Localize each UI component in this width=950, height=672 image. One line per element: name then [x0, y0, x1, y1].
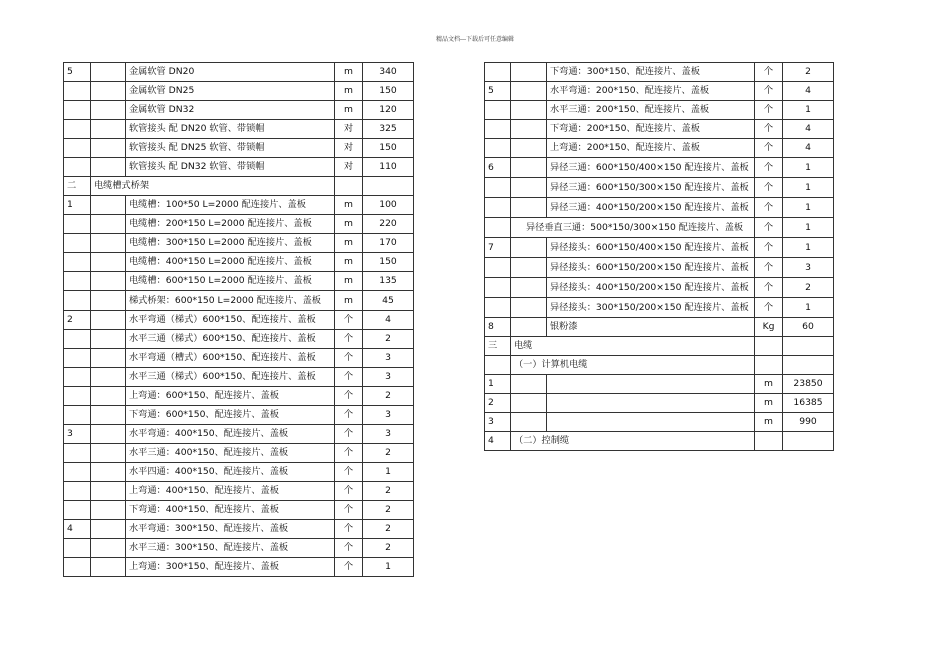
unit-cell: 个	[755, 258, 783, 278]
blank-cell	[91, 520, 126, 539]
unit-cell: 个	[335, 368, 363, 387]
table-row	[64, 520, 414, 539]
blank-cell	[91, 330, 126, 349]
item-description: 下弯通：200*150、配连接片、盖板	[547, 120, 755, 139]
table-row	[64, 501, 414, 520]
quantity-cell: 110	[363, 158, 414, 177]
quantity-cell: 2	[363, 387, 414, 406]
table-row	[64, 82, 414, 101]
blank-cell	[91, 139, 126, 158]
section-title: 电缆	[511, 337, 755, 356]
table-row	[64, 368, 414, 387]
table-row	[485, 375, 834, 394]
unit-cell: 个	[755, 101, 783, 120]
row-number	[64, 501, 91, 520]
row-number	[64, 139, 91, 158]
item-description: 水平三通：400*150、配连接片、盖板	[126, 444, 335, 463]
table-row	[485, 178, 834, 198]
blank-cell	[91, 349, 126, 368]
quantity-cell: 3	[363, 349, 414, 368]
quantity-cell: 45	[363, 291, 414, 311]
blank-cell	[511, 178, 547, 198]
row-number: 4	[485, 432, 511, 451]
unit-cell: 对	[335, 120, 363, 139]
blank-cell	[511, 375, 547, 394]
blank-cell	[91, 272, 126, 291]
unit-cell: m	[335, 234, 363, 253]
quantity-cell	[363, 177, 414, 196]
blank-cell	[511, 394, 547, 413]
row-number	[485, 258, 511, 278]
quantity-cell: 1	[783, 101, 834, 120]
unit-cell: 个	[755, 139, 783, 158]
row-number	[64, 387, 91, 406]
item-description: 水平三通：200*150、配连接片、盖板	[547, 101, 755, 120]
row-number	[485, 63, 511, 82]
blank-cell	[511, 258, 547, 278]
blank-cell	[511, 158, 547, 178]
unit-cell: m	[755, 413, 783, 432]
row-number	[64, 406, 91, 425]
table-row	[64, 253, 414, 272]
item-description: 水平弯通：200*150、配连接片、盖板	[547, 82, 755, 101]
item-description: 下弯通：400*150、配连接片、盖板	[126, 501, 335, 520]
quantity-cell: 2	[363, 330, 414, 349]
left-material-table	[63, 62, 414, 577]
item-description: 电缆槽：200*150 L=2000 配连接片、盖板	[126, 215, 335, 234]
row-number: 3	[485, 413, 511, 432]
unit-cell: 个	[755, 178, 783, 198]
quantity-cell: 60	[783, 318, 834, 337]
unit-cell: 个	[335, 463, 363, 482]
row-number	[64, 463, 91, 482]
row-number: 2	[485, 394, 511, 413]
quantity-cell: 3	[363, 368, 414, 387]
row-number	[485, 101, 511, 120]
blank-cell	[91, 387, 126, 406]
table-row	[64, 63, 414, 82]
quantity-cell: 1	[363, 558, 414, 577]
table-row	[64, 387, 414, 406]
unit-cell	[755, 337, 783, 356]
item-description: 水平弯通（梯式）600*150、配连接片、盖板	[126, 311, 335, 330]
unit-cell: 个	[335, 311, 363, 330]
table-row	[485, 218, 834, 238]
unit-cell: 个	[755, 158, 783, 178]
row-number	[485, 178, 511, 198]
item-description: 银粉漆	[547, 318, 755, 337]
unit-cell: Kg	[755, 318, 783, 337]
row-number	[485, 198, 511, 218]
section-title: 电缆槽式桥架	[91, 177, 335, 196]
item-description: 软管接头 配 DN20 软管、带锁帽	[126, 120, 335, 139]
blank-cell	[511, 298, 547, 318]
quantity-cell	[783, 432, 834, 451]
table-row	[485, 432, 834, 451]
item-description: 上弯通：300*150、配连接片、盖板	[126, 558, 335, 577]
table-row	[485, 238, 834, 258]
unit-cell: m	[335, 63, 363, 82]
quantity-cell: 1	[783, 198, 834, 218]
blank-cell	[91, 82, 126, 101]
unit-cell: 对	[335, 158, 363, 177]
unit-cell: 个	[335, 387, 363, 406]
table-row	[64, 349, 414, 368]
table-row	[485, 139, 834, 158]
unit-cell: 个	[335, 539, 363, 558]
item-description: 电缆槽：300*150 L=2000 配连接片、盖板	[126, 234, 335, 253]
page-header: 精品文档---下载后可任意编辑	[435, 36, 515, 43]
unit-cell: 个	[335, 349, 363, 368]
quantity-cell: 3	[363, 425, 414, 444]
table-row	[64, 406, 414, 425]
unit-cell: 对	[335, 139, 363, 158]
blank-cell	[91, 120, 126, 139]
row-number: 5	[64, 63, 91, 82]
unit-cell: 个	[335, 482, 363, 501]
row-number	[64, 349, 91, 368]
item-description: 水平三通：300*150、配连接片、盖板	[126, 539, 335, 558]
row-number	[485, 278, 511, 298]
table-row	[485, 394, 834, 413]
item-description: 金属软管 DN25	[126, 82, 335, 101]
row-number	[64, 330, 91, 349]
table-row	[64, 234, 414, 253]
row-number	[64, 120, 91, 139]
unit-cell	[755, 432, 783, 451]
quantity-cell: 3	[363, 406, 414, 425]
quantity-cell: 1	[363, 463, 414, 482]
quantity-cell: 1	[783, 158, 834, 178]
table-row	[485, 278, 834, 298]
quantity-cell: 325	[363, 120, 414, 139]
item-description: 上弯通：600*150、配连接片、盖板	[126, 387, 335, 406]
item-description: 软管接头 配 DN32 软管、带锁帽	[126, 158, 335, 177]
table-row	[64, 482, 414, 501]
unit-cell: 个	[755, 278, 783, 298]
quantity-cell: 2	[363, 501, 414, 520]
blank-cell	[91, 482, 126, 501]
blank-cell	[91, 406, 126, 425]
table-row	[485, 63, 834, 82]
item-description: 电缆槽：600*150 L=2000 配连接片、盖板	[126, 272, 335, 291]
table-row	[64, 215, 414, 234]
table-row	[64, 539, 414, 558]
row-number	[485, 218, 511, 238]
item-description: 电缆槽：100*50 L=2000 配连接片、盖板	[126, 196, 335, 215]
quantity-cell: 150	[363, 139, 414, 158]
quantity-cell: 1	[783, 178, 834, 198]
unit-cell: m	[335, 253, 363, 272]
table-row	[485, 318, 834, 337]
quantity-cell: 150	[363, 253, 414, 272]
row-number	[64, 215, 91, 234]
quantity-cell	[783, 337, 834, 356]
row-number: 三	[485, 337, 511, 356]
unit-cell: 个	[335, 501, 363, 520]
unit-cell: 个	[755, 298, 783, 318]
blank-cell	[511, 278, 547, 298]
section-title: （一）计算机电缆	[511, 356, 755, 375]
unit-cell: 个	[755, 218, 783, 238]
unit-cell: 个	[335, 330, 363, 349]
table-row	[64, 158, 414, 177]
item-description: 异径垂直三通：500*150/300×150 配连接片、盖板	[511, 218, 755, 238]
blank-cell	[91, 253, 126, 272]
item-description: 异径三通：600*150/300×150 配连接片、盖板	[547, 178, 755, 198]
blank-cell	[511, 318, 547, 337]
table-row	[485, 82, 834, 101]
blank-cell	[91, 501, 126, 520]
unit-cell: m	[335, 291, 363, 311]
unit-cell: m	[755, 375, 783, 394]
table-row	[64, 291, 414, 311]
row-number: 3	[64, 425, 91, 444]
unit-cell	[755, 356, 783, 375]
blank-cell	[511, 63, 547, 82]
item-description: 下弯通：300*150、配连接片、盖板	[547, 63, 755, 82]
table-row	[485, 356, 834, 375]
row-number: 5	[485, 82, 511, 101]
unit-cell: m	[755, 394, 783, 413]
table-row	[64, 425, 414, 444]
row-number	[485, 298, 511, 318]
row-number	[64, 444, 91, 463]
blank-cell	[91, 444, 126, 463]
table-row	[64, 177, 414, 196]
table-row	[485, 337, 834, 356]
quantity-cell: 100	[363, 196, 414, 215]
quantity-cell: 340	[363, 63, 414, 82]
row-number	[64, 291, 91, 311]
item-description	[547, 413, 755, 432]
item-description: 水平三通（梯式）600*150、配连接片、盖板	[126, 330, 335, 349]
blank-cell	[91, 196, 126, 215]
unit-cell: m	[335, 196, 363, 215]
blank-cell	[511, 238, 547, 258]
table-row	[485, 413, 834, 432]
unit-cell: 个	[335, 425, 363, 444]
item-description: 上弯通：400*150、配连接片、盖板	[126, 482, 335, 501]
quantity-cell: 220	[363, 215, 414, 234]
blank-cell	[91, 539, 126, 558]
table-row	[485, 120, 834, 139]
quantity-cell: 4	[783, 82, 834, 101]
quantity-cell: 16385	[783, 394, 834, 413]
item-description	[547, 375, 755, 394]
blank-cell	[91, 158, 126, 177]
table-row	[64, 330, 414, 349]
blank-cell	[91, 558, 126, 577]
row-number	[64, 539, 91, 558]
unit-cell: 个	[755, 198, 783, 218]
unit-cell: m	[335, 215, 363, 234]
blank-cell	[91, 463, 126, 482]
quantity-cell: 4	[783, 139, 834, 158]
quantity-cell: 1	[783, 238, 834, 258]
item-description: 异径接头：300*150/200×150 配连接片、盖板	[547, 298, 755, 318]
item-description: 上弯通：200*150、配连接片、盖板	[547, 139, 755, 158]
table-row	[64, 311, 414, 330]
table-row	[64, 139, 414, 158]
quantity-cell: 2	[363, 539, 414, 558]
row-number: 8	[485, 318, 511, 337]
quantity-cell: 4	[363, 311, 414, 330]
quantity-cell: 150	[363, 82, 414, 101]
quantity-cell: 1	[783, 298, 834, 318]
quantity-cell: 2	[363, 444, 414, 463]
unit-cell: 个	[755, 120, 783, 139]
row-number	[64, 158, 91, 177]
blank-cell	[91, 368, 126, 387]
unit-cell: m	[335, 82, 363, 101]
blank-cell	[511, 120, 547, 139]
unit-cell: 个	[335, 558, 363, 577]
table-row	[64, 558, 414, 577]
row-number: 二	[64, 177, 91, 196]
unit-cell: 个	[755, 63, 783, 82]
row-number: 4	[64, 520, 91, 539]
row-number	[64, 482, 91, 501]
blank-cell	[511, 413, 547, 432]
blank-cell	[91, 63, 126, 82]
item-description: 下弯通：600*150、配连接片、盖板	[126, 406, 335, 425]
table-row	[485, 258, 834, 278]
table-row	[64, 444, 414, 463]
row-number: 6	[485, 158, 511, 178]
blank-cell	[91, 425, 126, 444]
table-row	[64, 101, 414, 120]
quantity-cell: 2	[783, 278, 834, 298]
table-row	[485, 198, 834, 218]
quantity-cell: 2	[783, 63, 834, 82]
blank-cell	[91, 291, 126, 311]
blank-cell	[511, 139, 547, 158]
quantity-cell: 1	[783, 218, 834, 238]
row-number	[485, 120, 511, 139]
item-description: 软管接头 配 DN25 软管、带锁帽	[126, 139, 335, 158]
table-row	[64, 196, 414, 215]
item-description: 异径接头：600*150/400×150 配连接片、盖板	[547, 238, 755, 258]
unit-cell	[335, 177, 363, 196]
unit-cell: 个	[755, 238, 783, 258]
row-number	[64, 82, 91, 101]
unit-cell: 个	[335, 520, 363, 539]
row-number: 1	[64, 196, 91, 215]
quantity-cell: 135	[363, 272, 414, 291]
row-number: 2	[64, 311, 91, 330]
table-row	[485, 298, 834, 318]
table-row	[64, 272, 414, 291]
item-description: 金属软管 DN32	[126, 101, 335, 120]
item-description: 异径接头：400*150/200×150 配连接片、盖板	[547, 278, 755, 298]
item-description: 水平弯通：300*150、配连接片、盖板	[126, 520, 335, 539]
item-description: 异径三通：600*150/400×150 配连接片、盖板	[547, 158, 755, 178]
item-description: 异径三通：400*150/200×150 配连接片、盖板	[547, 198, 755, 218]
quantity-cell: 990	[783, 413, 834, 432]
row-number	[64, 234, 91, 253]
item-description	[547, 394, 755, 413]
table-row	[64, 463, 414, 482]
blank-cell	[511, 82, 547, 101]
item-description: 异径接头：600*150/200×150 配连接片、盖板	[547, 258, 755, 278]
row-number	[485, 139, 511, 158]
item-description: 梯式桥架：600*150 L=2000 配连接片、盖板	[126, 291, 335, 311]
row-number: 1	[485, 375, 511, 394]
table-row	[485, 158, 834, 178]
item-description: 水平弯通：400*150、配连接片、盖板	[126, 425, 335, 444]
item-description: 电缆槽：400*150 L=2000 配连接片、盖板	[126, 253, 335, 272]
quantity-cell: 2	[363, 520, 414, 539]
section-title: （二）控制缆	[511, 432, 755, 451]
quantity-cell: 23850	[783, 375, 834, 394]
row-number	[64, 101, 91, 120]
quantity-cell: 120	[363, 101, 414, 120]
unit-cell: 个	[335, 406, 363, 425]
blank-cell	[511, 101, 547, 120]
row-number	[64, 368, 91, 387]
row-number	[485, 356, 511, 375]
blank-cell	[91, 101, 126, 120]
table-row	[485, 101, 834, 120]
blank-cell	[91, 215, 126, 234]
unit-cell: m	[335, 272, 363, 291]
unit-cell: m	[335, 101, 363, 120]
blank-cell	[511, 198, 547, 218]
row-number	[64, 272, 91, 291]
quantity-cell: 2	[363, 482, 414, 501]
item-description: 水平四通：400*150、配连接片、盖板	[126, 463, 335, 482]
row-number	[64, 253, 91, 272]
unit-cell: 个	[335, 444, 363, 463]
quantity-cell: 170	[363, 234, 414, 253]
blank-cell	[91, 311, 126, 330]
right-material-table	[484, 62, 834, 451]
item-description: 水平三通（梯式）600*150、配连接片、盖板	[126, 368, 335, 387]
item-description: 金属软管 DN20	[126, 63, 335, 82]
quantity-cell	[783, 356, 834, 375]
row-number: 7	[485, 238, 511, 258]
blank-cell	[91, 234, 126, 253]
quantity-cell: 3	[783, 258, 834, 278]
table-row	[64, 120, 414, 139]
item-description: 水平弯通（槽式）600*150、配连接片、盖板	[126, 349, 335, 368]
row-number	[64, 558, 91, 577]
quantity-cell: 4	[783, 120, 834, 139]
unit-cell: 个	[755, 82, 783, 101]
